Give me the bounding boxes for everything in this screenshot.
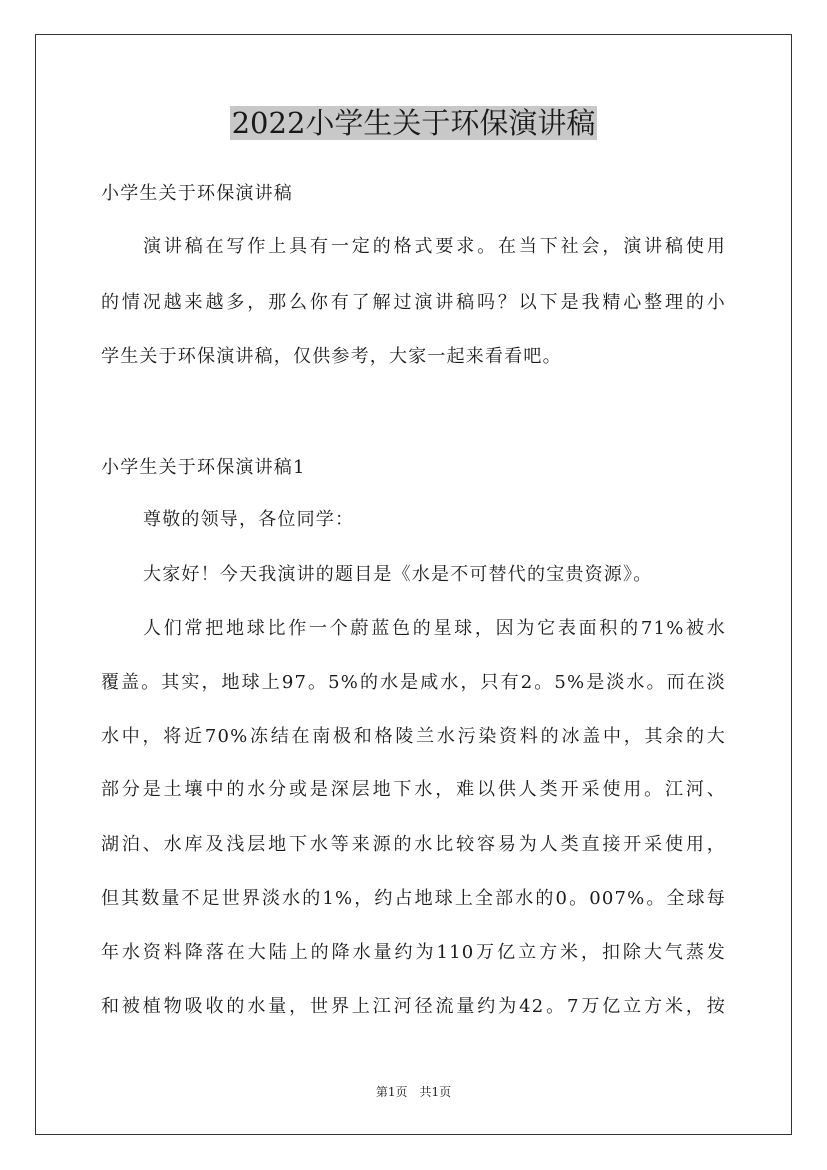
- document-title: [0, 101, 827, 145]
- body-line-8: 和被植物吸收的水量，世界上江河径流量约为42。7万亿立方米，按: [101, 996, 726, 1017]
- body-line-5: 湖泊、水库及浅层地下水等来源的水比较容易为人类直接开采使用，: [101, 834, 726, 855]
- body-line-4: 部分是土壤中的水分或是深层地下水，难以供人类开采使用。江河、: [101, 779, 726, 800]
- intro-line-2: 的情况越来越多，那么你有了解过演讲稿吗？以下是我精心整理的小: [101, 292, 726, 313]
- document-title-text: 2022小学生关于环保演讲稿: [231, 106, 596, 140]
- body-line-6: 但其数量不足世界淡水的1%，约占地球上全部水的0。007%。全球每: [101, 888, 726, 909]
- section-heading-1: 小学生关于环保演讲稿1: [101, 457, 306, 478]
- section-heading-intro: 小学生关于环保演讲稿: [101, 183, 293, 204]
- body-line-7: 年水资料降落在大陆上的降水量约为110万亿立方米，扣除大气蒸发: [101, 942, 726, 963]
- greeting-line: 尊敬的领导，各位同学：: [143, 509, 355, 530]
- intro-line-3: 学生关于环保演讲稿，仅供参考，大家一起来看看吧。: [101, 346, 562, 367]
- opening-line: 大家好！今天我演讲的题目是《水是不可替代的宝贵资源》。: [143, 564, 653, 585]
- page-footer: 第1页 共1页: [375, 1085, 452, 1099]
- intro-line-1: 演讲稿在写作上具有一定的格式要求。在当下社会，演讲稿使用: [143, 236, 726, 257]
- body-line-3: 水中，将近70%冻结在南极和格陵兰水污染资料的冰盖中，其余的大: [101, 726, 726, 747]
- body-line-1: 人们常把地球比作一个蔚蓝色的星球，因为它表面积的71%被水: [143, 618, 726, 639]
- body-line-2: 覆盖。其实，地球上97。5%的水是咸水，只有2。5%是淡水。而在淡: [101, 672, 726, 693]
